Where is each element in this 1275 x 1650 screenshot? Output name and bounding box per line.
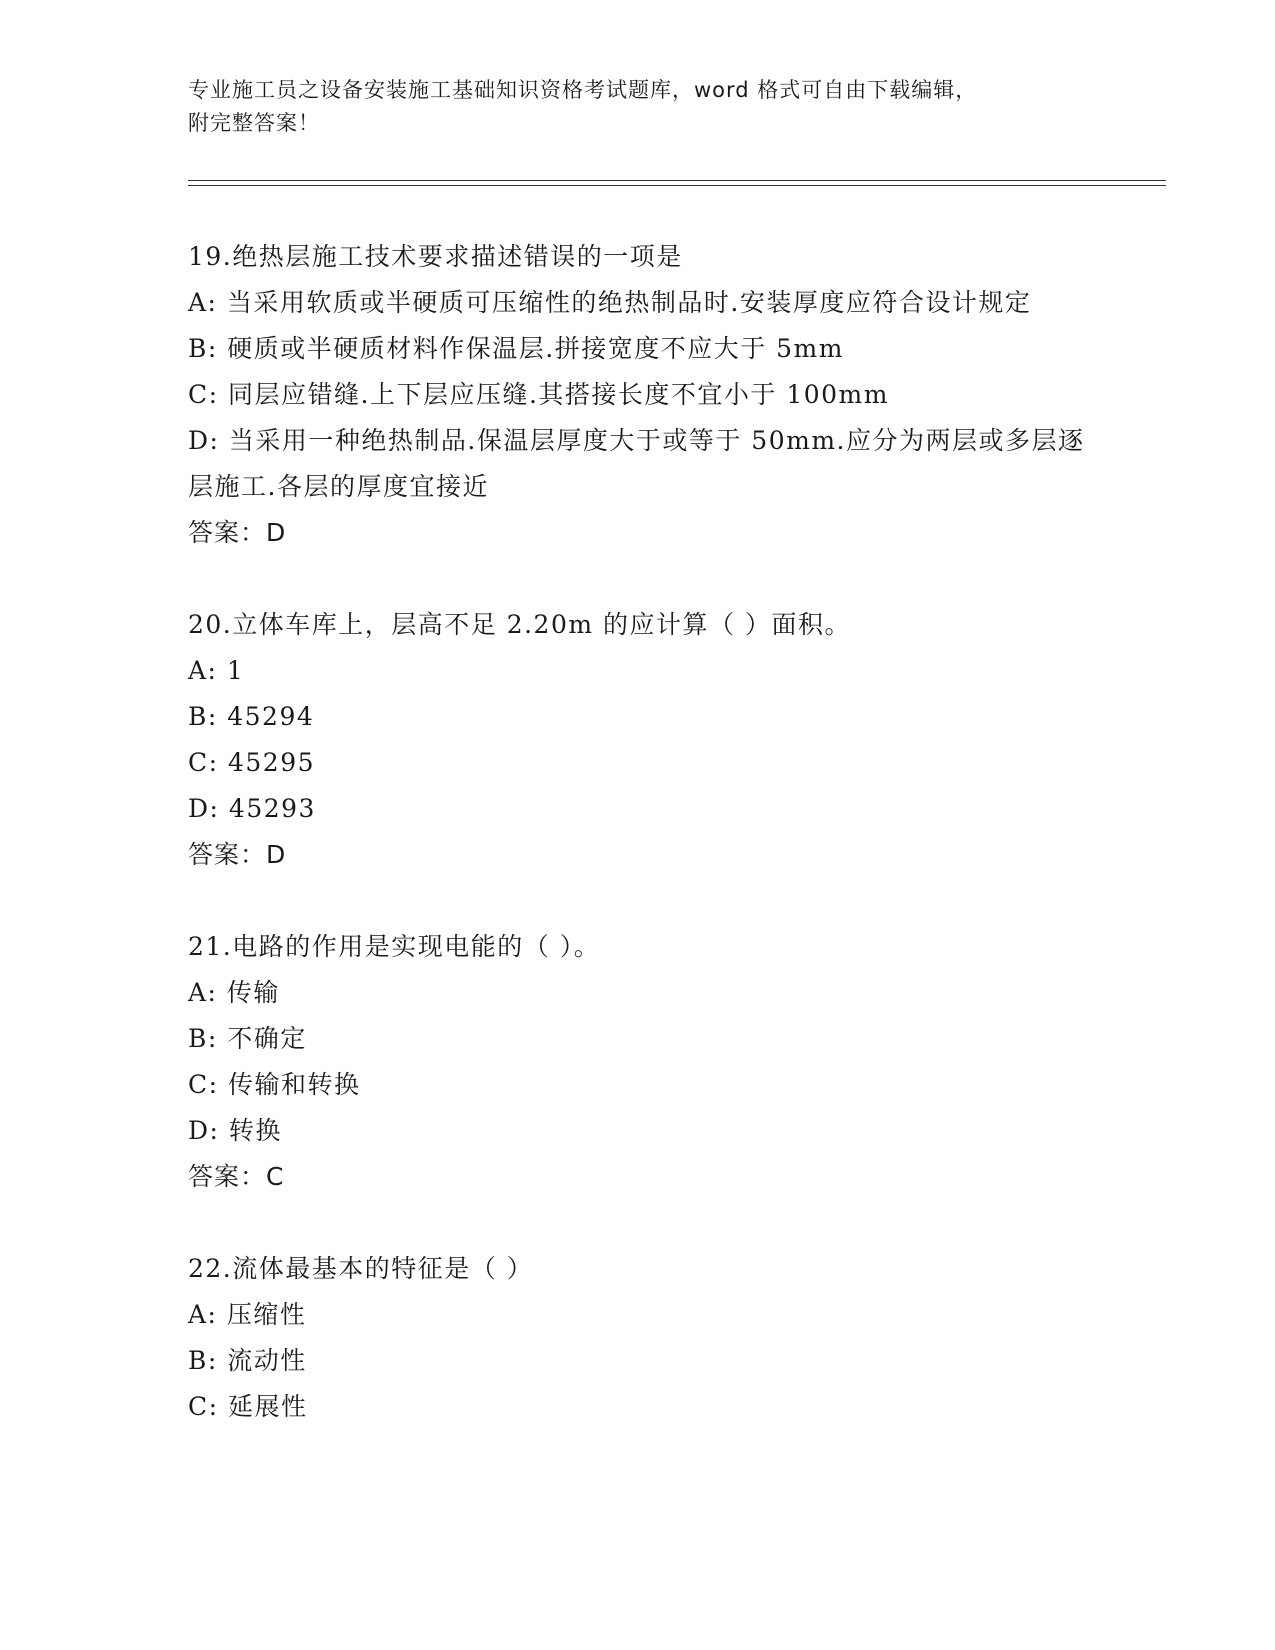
option-d: D: 当采用一种绝热制品.保温层厚度大于或等于 50mm.应分为两层或多层逐层施工.各层的厚度宜接近 bbox=[188, 426, 1085, 501]
option-a: A: 传输 bbox=[188, 978, 280, 1007]
option-b: B: 硬质或半硬质材料作保温层.拼接宽度不应大于 5mm bbox=[188, 334, 844, 363]
option-c: C: 45295 bbox=[188, 748, 316, 777]
question-stem: 20.立体车库上，层高不足 2.20m 的应计算（ ）面积。 bbox=[188, 610, 851, 639]
question-stem: 21.电路的作用是实现电能的（ ）。 bbox=[188, 932, 601, 961]
option-c: C: 同层应错缝.上下层应压缝.其搭接长度不宜小于 100mm bbox=[188, 380, 889, 409]
option-d: D: 转换 bbox=[188, 1116, 282, 1145]
option-c: C: 延展性 bbox=[188, 1392, 308, 1421]
question-stem: 19.绝热层施工技术要求描述错误的一项是 bbox=[188, 242, 683, 271]
answer: 答案：D bbox=[188, 518, 287, 547]
option-b: B: 流动性 bbox=[188, 1346, 307, 1375]
option-a: A: 压缩性 bbox=[188, 1300, 307, 1329]
answer: 答案：C bbox=[188, 1162, 285, 1191]
option-b: B: 不确定 bbox=[188, 1024, 307, 1053]
option-a: A: 当采用软质或半硬质可压缩性的绝热制品时.安装厚度应符合设计规定 bbox=[188, 288, 1032, 317]
question-20 bbox=[188, 602, 1088, 878]
document-header bbox=[188, 74, 1088, 140]
option-a: A: 1 bbox=[188, 656, 245, 685]
question-list bbox=[188, 234, 1088, 1476]
question-stem: 22.流体最基本的特征是（ ） bbox=[188, 1254, 534, 1283]
header-line-1: 专业施工员之设备安装施工基础知识资格考试题库，word 格式可自由下载编辑， bbox=[188, 78, 978, 102]
question-19 bbox=[188, 234, 1088, 556]
answer: 答案：D bbox=[188, 840, 287, 869]
header-divider-bottom bbox=[188, 185, 1166, 186]
question-22 bbox=[188, 1246, 1088, 1430]
question-21 bbox=[188, 924, 1088, 1200]
option-b: B: 45294 bbox=[188, 702, 315, 731]
header-line-2: 附完整答案！ bbox=[188, 111, 320, 135]
option-c: C: 传输和转换 bbox=[188, 1070, 361, 1099]
option-d: D: 45293 bbox=[188, 794, 316, 823]
header-divider-top bbox=[188, 180, 1166, 181]
